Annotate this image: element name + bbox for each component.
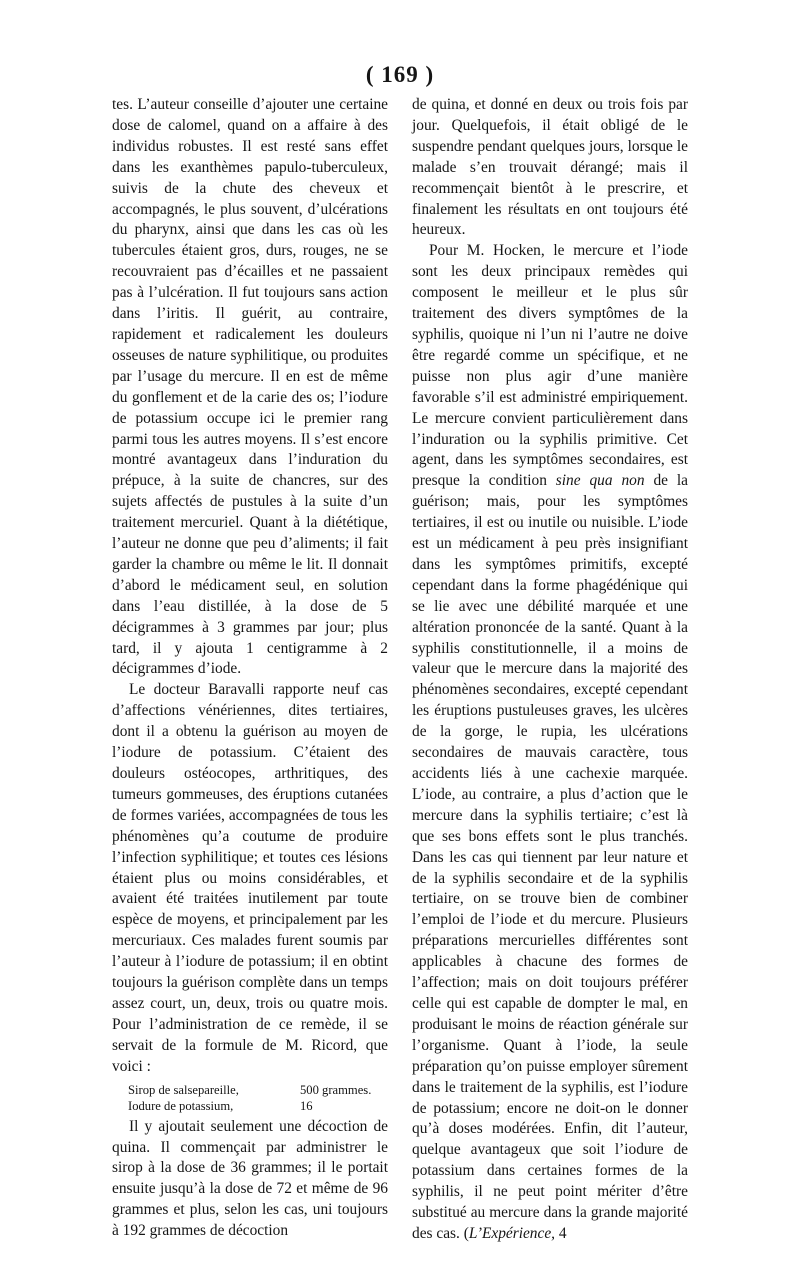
formula-ingredient: Sirop de salsepareille, xyxy=(128,1082,239,1097)
paragraph: Il y ajoutait seulement une décoction de quina. Il commençait par administrer le sirop à la dose de 36 grammes; il le portait ensuite jusqu’à la dose de 72 et même de 96 grammes et plus, selon les cas, uni toujours à 192 grammes de décoction xyxy=(112,1117,388,1240)
paragraph: tes. L’auteur conseille d’ajouter une certaine dose de calomel, quand on a affaire à des individus robustes. Il est resté sans effet dans les exanthèmes papulo-tuberculeux, suivis de la chute des cheveux et accompagnés, le plus souvent, d’ulcérations du pharynx, ainsi que dans les cas où les tubercules étaient gros, durs, rouges, ne se recouvraient pas d’écailles et ne passaient pas à l’ulcération. Il fut toujours sans action dans l’iritis. Il guérit, au contraire, rapidement et radicalement les douleurs osseuses de nature syphilitique, ou produites par l’usage du mercure. Il en est de même du gonflement et de la carie des os; l’iodure de potassium occupe ici le premier rang parmi tous les autres moyens. Il s’est encore montré avantageux dans l’induration du prépuce, à la suite de chancres, sur des sujets affectés de pustules à la suite d’un traitement mercuriel. Quant à la diététique, l’auteur ne donne que peu d’aliments; il fait garder la chambre ou même le lit. Il donnait d’abord le médicament seul, en solution dans l’eau distillée, à la dose de 5 décigrammes à 3 grammes par jour; plus tard, il y ajouta 1 centigramme à 2 décigrammes d’iode. xyxy=(112,96,388,678)
right-column xyxy=(412,95,688,1245)
formula-row xyxy=(128,1082,388,1098)
citation-number: 4 xyxy=(555,1224,567,1242)
formula xyxy=(128,1082,388,1114)
paragraph-text: de la guérison; mais, pour les symptômes tertiaires, il est ou inutile ou nuisible. L’iode est un médicament à peu près insignifiant dans les symptômes primitifs, excepté cependant dans la forme phagédénique qui se lie avec une débilité marquée et une altération prononcée de la santé. Quant à la syphilis constitutionnelle, il a moins de valeur que le mercure dans la majorité des phénomènes secondaires, excepté cependant les éruptions pustuleuses graves, les ulcères de la gorge, le rupia, les ulcérations secondaires de mauvais caractère, tous accidents liés à une cachexie marquée. L’iode, au contraire, a plus d’action que le mercure dans la syphilis tertiaire; c’est là que ses bons effets sont le plus tranchés. Dans les cas qui tiennent par leur nature et de la syphilis secondaire et de la syphilis tertiaire, on se trouve bien de combiner l’emploi de l’iode et du mercure. Plusieurs préparations mercurielles différentes sont applicables à chacune des formes de l’affection; mais on doit toujours préférer celle qui est capable de dompter le mal, en produisant le moins de réaction générale sur l’organisme. Quant à l’iode, la seule préparation qu’on puisse employer sûrement dans le traitement de la syphilis, est l’iodure de potassium; encore ne doit-on le donner qu’à doses modérées. Enfin, dit l’auteur, quelque avantageux que soit l’iodure de potassium dans certaines formes de la syphilis, il ne peut point mériter d’être substitué au mercure dans la grande majorité des cas. ( xyxy=(412,472,688,1242)
formula-row xyxy=(128,1098,388,1114)
left-column xyxy=(112,95,388,1242)
formula-quantity: 16 xyxy=(300,1098,313,1113)
paragraph-text: Pour M. Hocken, le mercure et l’iode sont les deux principaux remèdes qui composent le meilleur et le plus sûr traitement des divers symptômes de la syphilis, quoique ni l’un ni l’autre ne doive être regardé comme un spécifique, et ne puisse non plus agir d’une manière favorable s’il est administré empiriquement. Le mercure convient particulièrement dans l’induration ou la syphilis primitive. Cet agent, dans les symptômes secondaires, est presque la condition xyxy=(412,242,688,490)
page-number: ( 169 ) xyxy=(365,62,435,87)
paragraph: Le docteur Baravalli rapporte neuf cas d’affections vénériennes, dites tertiaires, dont il a obtenu la guérison au moyen de l’iodure de potassium. C’étaient des douleurs ostéocopes, arthritiques, des tumeurs gommeuses, des éruptions cutanées de formes variées, accompagnées de tous les phénomènes qu’a coutume de produire l’infection syphilitique; et toutes ces lésions étaient plus ou moins considérables, et avaient été traitées inutilement par toute espèce de moyens, et principalement par les mercuriaux. Ces malades furent soumis par l’auteur à l’iodure de potassium; il en obtint toujours la guérison complète dans un temps assez court, un, deux, trois ou quatre mois. Pour l’administration de ce remède, il se servait de la formule de M. Ricord, que voici : xyxy=(112,681,388,1075)
paragraph: de quina, et donné en deux ou trois fois par jour. Quelquefois, il était obligé de le suspendre pendant quelques jours, lorsque le malade s’en trouvait dérangé; mais il recommençait bientôt à le prescrire, et finalement les résultats en ont toujours été heureux. xyxy=(412,96,688,239)
formula-ingredient: Iodure de potassium, xyxy=(128,1098,234,1113)
source-citation: L’Expérience, xyxy=(468,1224,556,1242)
paragraph xyxy=(412,241,688,1245)
formula-quantity: 500 grammes. xyxy=(300,1082,372,1097)
latin-phrase: sine qua non xyxy=(555,472,645,490)
